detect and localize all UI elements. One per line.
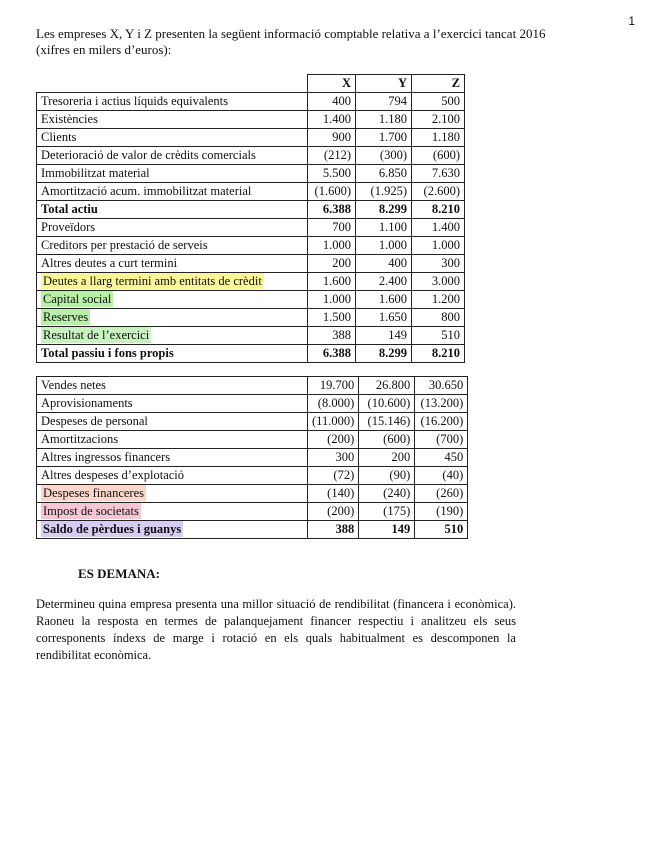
pl-row — [37, 449, 468, 467]
row-label-text: Existències — [41, 112, 98, 126]
page-number: 1 — [628, 14, 635, 28]
value-cell-y: 200 — [359, 449, 415, 467]
value-cell-x: 300 — [308, 449, 359, 467]
value-cell-y: (1.925) — [356, 183, 412, 201]
value-cell-z: (700) — [415, 431, 468, 449]
value-cell-y: (600) — [359, 431, 415, 449]
value-cell-z: 3.000 — [412, 273, 465, 291]
row-label-text: Despeses financeres — [43, 486, 144, 500]
row-label-text: Total actiu — [41, 202, 98, 216]
value-cell-z: 8.210 — [412, 201, 465, 219]
row-label — [37, 201, 308, 219]
row-label — [37, 485, 308, 503]
value-cell-z: 510 — [415, 521, 468, 539]
value-cell-x: 1.500 — [308, 309, 356, 327]
row-label — [37, 237, 308, 255]
value-cell-x: (11.000) — [308, 413, 359, 431]
value-cell-x: (200) — [308, 503, 359, 521]
value-cell-z: 800 — [412, 309, 465, 327]
value-cell-z: 30.650 — [415, 377, 468, 395]
balance-row — [37, 327, 465, 345]
balance-row — [37, 165, 465, 183]
profit-loss-table — [36, 376, 468, 539]
row-label — [37, 395, 308, 413]
value-cell-y: 8.299 — [356, 201, 412, 219]
value-cell-x: 6.388 — [308, 345, 356, 363]
value-cell-z: (2.600) — [412, 183, 465, 201]
value-cell-x: 388 — [308, 327, 356, 345]
value-cell-y: (300) — [356, 147, 412, 165]
value-cell-z: (260) — [415, 485, 468, 503]
row-label-text: Altres despeses d’explotació — [41, 468, 185, 482]
value-cell-x: 1.000 — [308, 237, 356, 255]
row-label-text: Amortització acum. immobilitzat material — [41, 184, 252, 198]
row-label-text: Amortitzacions — [41, 432, 119, 446]
value-cell-x: 1.400 — [308, 111, 356, 129]
value-cell-z: (13.200) — [415, 395, 468, 413]
balance-sheet-table — [36, 74, 465, 363]
value-cell-y: 6.850 — [356, 165, 412, 183]
row-label — [37, 219, 308, 237]
row-label-text: Clients — [41, 130, 77, 144]
value-cell-y: 1.700 — [356, 129, 412, 147]
row-label — [37, 431, 308, 449]
value-cell-z: 1.180 — [412, 129, 465, 147]
row-label — [37, 147, 308, 165]
row-label — [37, 467, 308, 485]
balance-row — [37, 219, 465, 237]
row-label-text: Saldo de pèrdues i guanys — [43, 522, 182, 536]
value-cell-y: 1.000 — [356, 237, 412, 255]
balance-header-row — [37, 75, 465, 93]
column-header-z: Z — [412, 75, 465, 93]
row-label-text: Vendes netes — [41, 378, 106, 392]
pl-row — [37, 521, 468, 539]
row-label-text: Total passiu i fons propis — [41, 346, 174, 360]
value-cell-y: (90) — [359, 467, 415, 485]
value-cell-y: 400 — [356, 255, 412, 273]
column-header-x: X — [308, 75, 356, 93]
value-cell-z: (16.200) — [415, 413, 468, 431]
row-label-text: Despeses de personal — [41, 414, 148, 428]
value-cell-y: 794 — [356, 93, 412, 111]
balance-row — [37, 111, 465, 129]
value-cell-y: 1.600 — [356, 291, 412, 309]
pl-row — [37, 395, 468, 413]
row-label — [37, 413, 308, 431]
value-cell-y: (15.146) — [359, 413, 415, 431]
value-cell-x: 700 — [308, 219, 356, 237]
row-label-text: Altres deutes a curt termini — [41, 256, 178, 270]
balance-row — [37, 309, 465, 327]
value-cell-y: 1.100 — [356, 219, 412, 237]
row-label — [37, 449, 308, 467]
value-cell-z: 1.200 — [412, 291, 465, 309]
row-label-text: Deterioració de valor de crèdits comercials — [41, 148, 256, 162]
balance-row — [37, 273, 465, 291]
balance-row — [37, 201, 465, 219]
balance-row — [37, 129, 465, 147]
value-cell-x: 1.000 — [308, 291, 356, 309]
intro-text: Les empreses X, Y i Z presenten la següent informació comptable relativa a l’exercici tancat 2016 (xifres en milers d’euros): — [36, 26, 546, 57]
value-cell-x: 6.388 — [308, 201, 356, 219]
row-label-text: Deutes a llarg termini amb entitats de crèdit — [43, 274, 262, 288]
value-cell-z: 7.630 — [412, 165, 465, 183]
pl-row — [37, 485, 468, 503]
pl-row — [37, 431, 468, 449]
value-cell-x: (1.600) — [308, 183, 356, 201]
row-label — [37, 183, 308, 201]
row-label — [37, 111, 308, 129]
balance-row — [37, 237, 465, 255]
row-label-text: Altres ingressos financers — [41, 450, 171, 464]
value-cell-y: (175) — [359, 503, 415, 521]
value-cell-z: 510 — [412, 327, 465, 345]
row-label-text: Resultat de l’exercici — [43, 328, 150, 342]
value-cell-z: (600) — [412, 147, 465, 165]
value-cell-x: (140) — [308, 485, 359, 503]
value-cell-z: 450 — [415, 449, 468, 467]
value-cell-z: 300 — [412, 255, 465, 273]
value-cell-x: 900 — [308, 129, 356, 147]
value-cell-z: (40) — [415, 467, 468, 485]
balance-row — [37, 183, 465, 201]
balance-row — [37, 93, 465, 111]
value-cell-x: 5.500 — [308, 165, 356, 183]
value-cell-y: (10.600) — [359, 395, 415, 413]
value-cell-y: 1.180 — [356, 111, 412, 129]
pl-row — [37, 377, 468, 395]
value-cell-x: 19.700 — [308, 377, 359, 395]
value-cell-x: 388 — [308, 521, 359, 539]
value-cell-y: 2.400 — [356, 273, 412, 291]
pl-row — [37, 413, 468, 431]
row-label — [37, 309, 308, 327]
value-cell-x: 400 — [308, 93, 356, 111]
value-cell-y: (240) — [359, 485, 415, 503]
value-cell-z: 2.100 — [412, 111, 465, 129]
value-cell-y: 149 — [359, 521, 415, 539]
balance-row — [37, 291, 465, 309]
row-label-text: Immobilitzat material — [41, 166, 150, 180]
row-label-text: Capital social — [43, 292, 112, 306]
value-cell-x: 200 — [308, 255, 356, 273]
value-cell-y: 8.299 — [356, 345, 412, 363]
row-label — [37, 129, 308, 147]
value-cell-y: 26.800 — [359, 377, 415, 395]
value-cell-z: 8.210 — [412, 345, 465, 363]
row-label — [37, 377, 308, 395]
row-label — [37, 273, 308, 291]
row-label-text: Proveïdors — [41, 220, 96, 234]
value-cell-z: 1.000 — [412, 237, 465, 255]
row-label-text: Impost de societats — [43, 504, 139, 518]
row-label-text: Creditors per prestació de serveis — [41, 238, 208, 252]
value-cell-x: (200) — [308, 431, 359, 449]
balance-row — [37, 345, 465, 363]
pl-row — [37, 503, 468, 521]
question-heading: ES DEMANA: — [78, 566, 160, 581]
row-label — [37, 255, 308, 273]
row-label — [37, 165, 308, 183]
row-label — [37, 327, 308, 345]
row-label — [37, 503, 308, 521]
row-label — [37, 93, 308, 111]
row-label — [37, 345, 308, 363]
column-header-y: Y — [356, 75, 412, 93]
value-cell-z: 500 — [412, 93, 465, 111]
row-label-text: Aprovisionaments — [41, 396, 133, 410]
row-label — [37, 291, 308, 309]
balance-row — [37, 147, 465, 165]
value-cell-x: (212) — [308, 147, 356, 165]
value-cell-x: (72) — [308, 467, 359, 485]
value-cell-y: 149 — [356, 327, 412, 345]
question-text: Determineu quina empresa presenta una millor situació de rendibilitat (financera i econòmica). Raoneu la resposta en termes de palanquejament financer respectiu i analitzeu els seus corresponents índexs de marge i rotació en els quals habitualment es descomponen la rendibilitat econòmica. — [36, 597, 516, 662]
balance-row — [37, 255, 465, 273]
value-cell-x: (8.000) — [308, 395, 359, 413]
row-label — [37, 521, 308, 539]
value-cell-y: 1.650 — [356, 309, 412, 327]
value-cell-z: (190) — [415, 503, 468, 521]
value-cell-x: 1.600 — [308, 273, 356, 291]
value-cell-z: 1.400 — [412, 219, 465, 237]
row-label-text: Tresoreria i actius líquids equivalents — [41, 94, 229, 108]
row-label-text: Reserves — [43, 310, 89, 324]
pl-row — [37, 467, 468, 485]
